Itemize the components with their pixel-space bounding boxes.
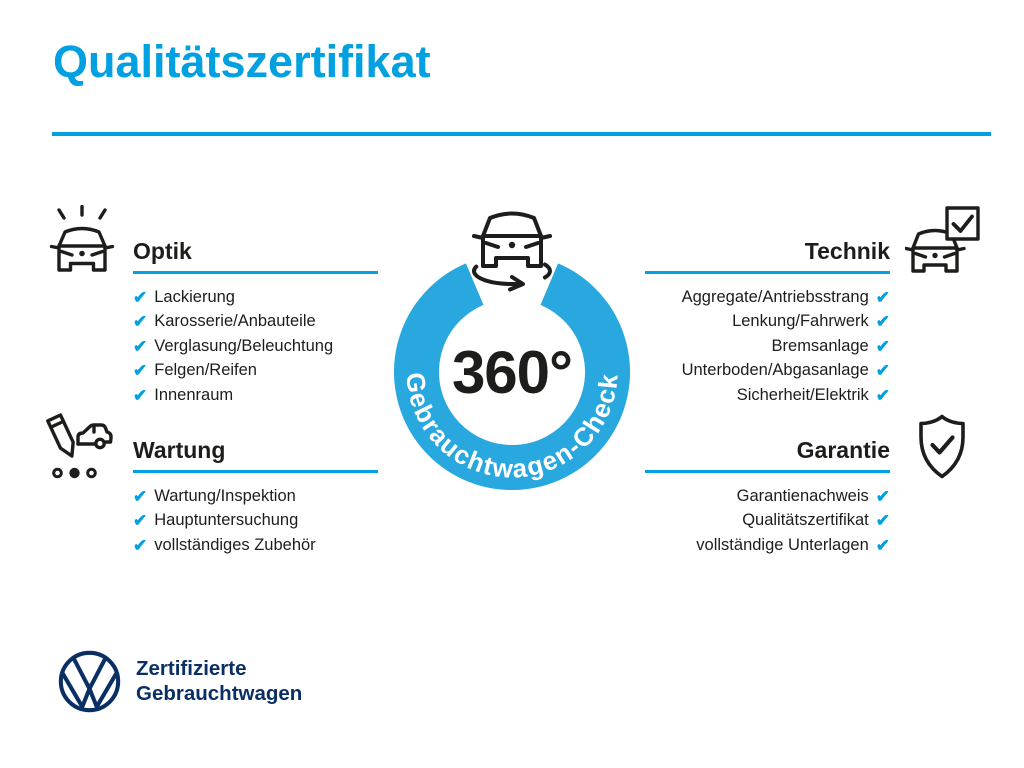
list-item-label: Bremsanlage	[771, 336, 869, 355]
list-item-label: vollständiges Zubehör	[154, 535, 316, 554]
list-item	[645, 533, 890, 558]
check-icon: ✔	[133, 385, 148, 405]
car-360-rotation-icon	[474, 214, 550, 290]
list-item-label: Hauptuntersuchung	[154, 511, 299, 530]
list-item-label: Felgen/Reifen	[154, 361, 257, 380]
check-icon: ✔	[875, 312, 890, 332]
list-item-label: Garantienachweis	[736, 486, 869, 505]
list-item-label: Verglasung/Beleuchtung	[154, 336, 334, 355]
section-technik-title: Technik	[645, 238, 890, 274]
list-item-label: Karosserie/Anbauteile	[154, 312, 316, 331]
badge-ring-label: Gebrauchtwagen-Check	[399, 370, 624, 485]
vw-logo	[57, 649, 122, 714]
section-garantie	[645, 437, 890, 558]
section-optik-items	[133, 285, 378, 408]
brand-text	[136, 656, 302, 706]
list-item	[645, 285, 890, 310]
list-item	[133, 533, 378, 558]
brand-line1: Zertifizierte	[136, 657, 247, 680]
shield-check-icon	[910, 412, 974, 484]
car-checkbox-icon	[905, 204, 981, 280]
list-item	[645, 310, 890, 335]
section-garantie-items	[645, 484, 890, 558]
check-icon: ✔	[133, 287, 148, 307]
list-item-label: Lackierung	[154, 287, 235, 306]
car-shine-icon	[45, 205, 119, 279]
list-item	[645, 383, 890, 408]
list-item-label: Wartung/Inspektion	[154, 486, 296, 505]
section-technik-items	[645, 285, 890, 408]
list-item	[645, 334, 890, 359]
check-icon: ✔	[875, 535, 890, 555]
list-item-label: Aggregate/Antriebsstrang	[681, 287, 869, 306]
section-wartung-title: Wartung	[133, 437, 378, 473]
check-icon: ✔	[133, 535, 148, 555]
list-item	[133, 359, 378, 384]
check-icon: ✔	[875, 385, 890, 405]
check-icon: ✔	[875, 336, 890, 356]
list-item	[133, 334, 378, 359]
list-item	[645, 509, 890, 534]
list-item	[133, 509, 378, 534]
list-item-label: vollständige Unterlagen	[696, 535, 869, 554]
section-garantie-title: Garantie	[645, 437, 890, 473]
degree-label: 360°	[451, 339, 573, 406]
section-wartung	[133, 437, 378, 558]
list-item-label: Qualitätszertifikat	[742, 511, 869, 530]
brand-line2: Gebrauchtwagen	[136, 682, 303, 705]
list-item-label: Sicherheit/Elektrik	[736, 385, 869, 404]
list-item	[645, 359, 890, 384]
list-item	[133, 310, 378, 335]
list-item	[133, 285, 378, 310]
section-optik-title: Optik	[133, 238, 378, 274]
check-icon: ✔	[133, 312, 148, 332]
page-title: Qualitätszertifikat	[53, 36, 431, 87]
check-icon: ✔	[875, 511, 890, 531]
section-technik	[645, 238, 890, 408]
check-icon: ✔	[133, 486, 148, 506]
check-icon: ✔	[133, 336, 148, 356]
list-item	[133, 383, 378, 408]
list-item	[133, 484, 378, 509]
list-item-label: Lenkung/Fahrwerk	[732, 312, 869, 331]
title-divider	[52, 132, 991, 136]
section-wartung-items	[133, 484, 378, 558]
check-icon: ✔	[875, 361, 890, 381]
list-item	[645, 484, 890, 509]
check-icon: ✔	[133, 511, 148, 531]
check-icon: ✔	[133, 361, 148, 381]
check-icon: ✔	[875, 486, 890, 506]
list-item-label: Unterboden/Abgasanlage	[681, 361, 869, 380]
pencil-car-icon	[45, 413, 119, 487]
section-optik	[133, 238, 378, 408]
list-item-label: Innenraum	[154, 385, 234, 404]
check-icon: ✔	[875, 287, 890, 307]
